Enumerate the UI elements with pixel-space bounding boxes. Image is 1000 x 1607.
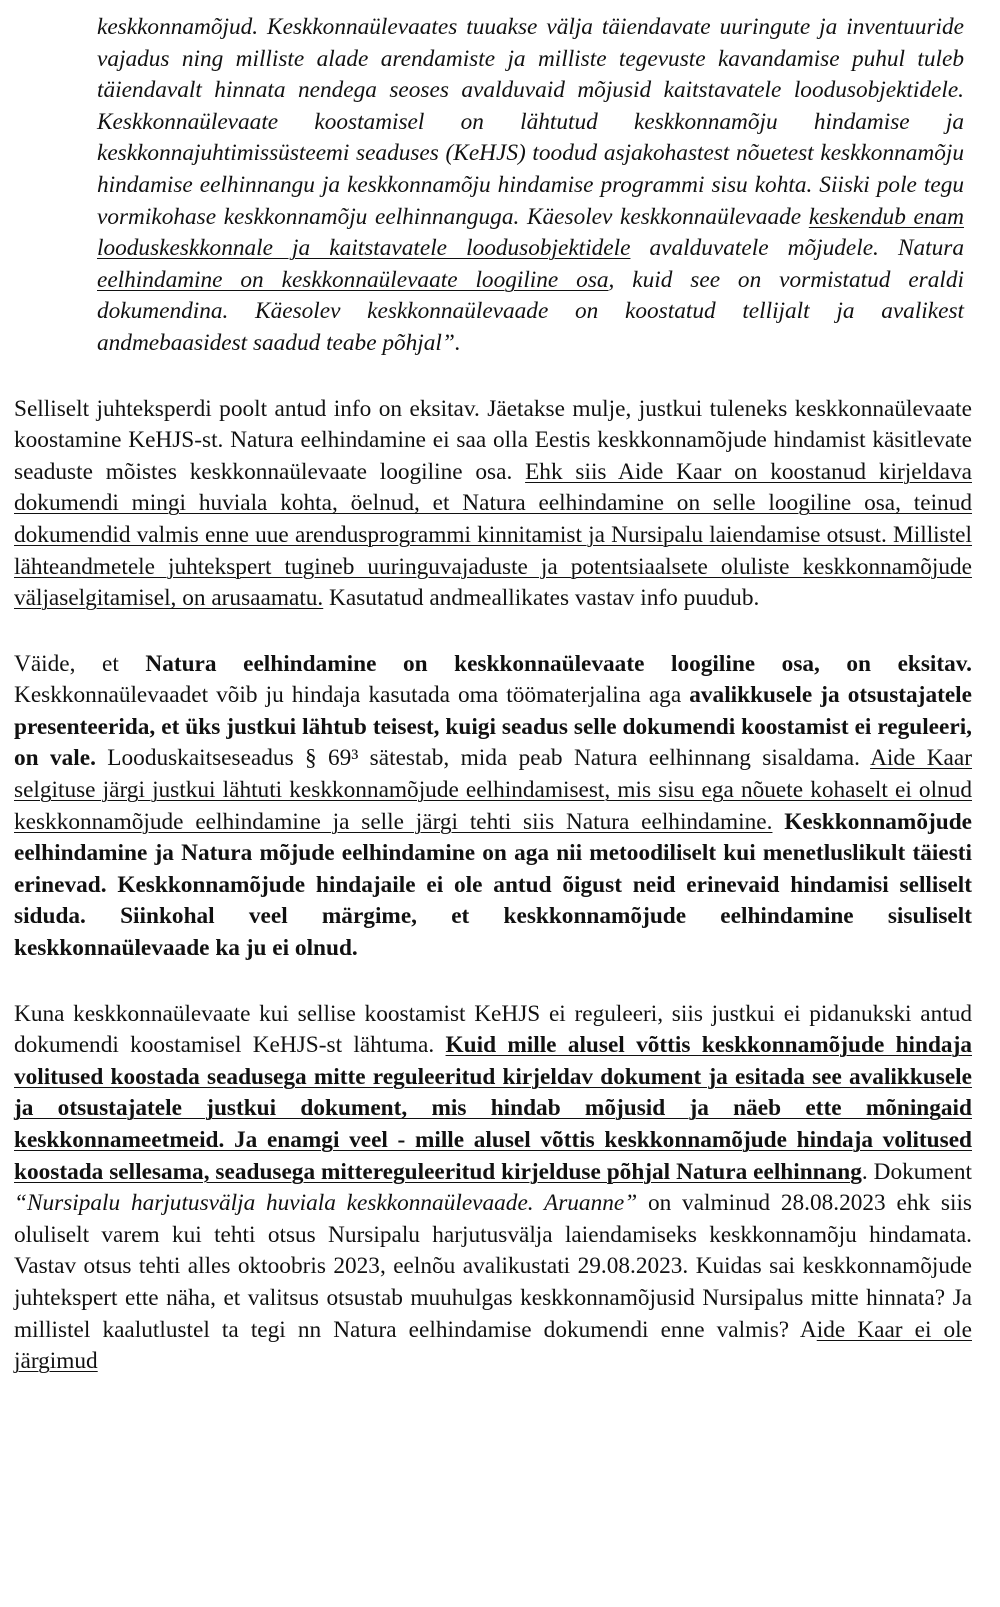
text-run: keskendub enam looduskeskkonnale ja kaitstavatele loodusobjektidele xyxy=(97,203,964,262)
text-run: “Nursipalu harjutusvälja huviala keskkonnaülevaade. Aruanne” xyxy=(14,1190,638,1217)
paragraph-1 xyxy=(14,394,972,615)
text-run: Kuid mille alusel võttis keskkonnamõjude hindaja volitused koostada seadusega mitte reguleeritud kirjeldav dokument ja esitada see avalikkusele ja otsustajatele justkui dokument, mis hindab mõjusid ja näeb ette mõningaid keskkonnameetmeid. Ja enamgi veel - mille alusel võttis keskkonnamõjude hindaja volitused koostada sellesama, seadusega mittereguleeritud kirjelduse põhjal Natura eelhinnang xyxy=(14,1032,972,1185)
text-run: on valminud 28.08.2023 ehk siis oluliselt varem kui tehti otsus Nursipalu harjutusvälja laiendamiseks keskkonnamõju hindamata. Vastav otsus tehti alles oktoobris 2023, eelnõu avalikustati 29.08.2023. Kuidas sai keskkonnamõjude juhtekspert ette näha, et valitsus otsustab muuhulgas keskkonnamõjusid Nursipalus mitte hinnata? Ja millistel kaalutlustel ta tegi nn Natura eelhindamise dokumendi enne valmis? A xyxy=(14,1190,972,1343)
text-run: avalduvatele mõjudele. Natura xyxy=(630,235,964,262)
paragraph-3 xyxy=(14,999,972,1378)
text-run: Selliselt juhteksperdi poolt antud info on eksitav. Jäetakse mulje, justkui tuleneks keskkonnaülevaate koostamine KeHJS-st. Natura eelhindamine ei saa olla Eestis keskkonnamõjude hindamist käsitlevate seaduste mõistes keskkonnaülevaate loogiline osa. xyxy=(14,395,972,485)
text-run: avalikkusele ja otsustajatele presenteerida, et üks justkui lähtub teisest, kuigi seadus selle dokumendi koostamist ei reguleeri, on vale. xyxy=(14,682,972,772)
text-run: Keskkonnamõjude eelhindamine ja Natura mõjude eelhindamine on aga nii metoodiliselt kui menetluslikult täiesti erinevad. Keskkonnamõjude hindajaile ei ole antud õigust neid erinevaid hindamisi selliselt siduda. Siinkohal veel märgime, et keskkonnamõjude eelhindamine sisuliselt keskkonnaülevaade ka ju ei olnud. xyxy=(14,808,972,962)
text-run: eelhindamine on keskkonnaülevaate loogiline osa xyxy=(97,266,609,293)
text-run: Väide, et xyxy=(14,650,146,677)
text-run: Keskkonnaülevaadet võib ju hindaja kasutada oma töömaterjalina aga xyxy=(14,682,690,709)
text-run: Kuna keskkonnaülevaate kui sellise koostamist KeHJS ei reguleeri, siis justkui ei pidanukski antud dokumendi koostamisel KeHJS-st lähtuma. xyxy=(14,1000,972,1059)
text-run: Ehk siis Aide Kaar on koostanud kirjeldava dokumendi mingi huviala kohta, öelnud, et Natura eelhindamine on selle loogiline osa, teinud dokumendid valmis enne uue arendusprogrammi kinnitamist ja Nursipalu laiendamise otsust. Millistel lähteandmetele juhtekspert tugineb uuringuvajaduste ja potentsiaalsete oluliste keskkonnamõjude väljaselgitamisel, on arusaamatu. xyxy=(14,458,972,612)
quoted-excerpt xyxy=(97,12,964,360)
text-run: Looduskaitseseadus § 69³ sätestab, mida peab Natura eelhinnang sisaldama. xyxy=(95,745,871,772)
text-run: Kasutatud andmeallikates vastav info puudub. xyxy=(323,585,760,612)
text-run: Aide Kaar selgituse järgi justkui lähtuti keskkonnamõjude eelhindamisest, mis sisu ega nõuete kohaselt ei olnud keskkonnamõjude eelhindamine ja selle järgi tehti siis Natura eelhindamine. xyxy=(14,745,972,835)
text-run: , kuid see on vormistatud eraldi dokumendina. Käesolev keskkonnaülevaade on koostatud tellijalt ja avalikest andmebaasidest saadud teabe põhjal”. xyxy=(97,266,964,356)
text-run: keskkonnamõjud. Keskkonnaülevaates tuuakse välja täiendavate uuringute ja inventuuride vajadus ning milliste alade arendamiste ja milliste tegevuste kavandamise puhul tuleb täiendavalt hinnata nendega seoses avalduvaid mõjusid kaitstavatele loodusobjektidele. Keskkonnaülevaate koostamisel on lähtutud keskkonnamõju hindamise ja keskkonnajuhtimissüsteemi seaduses (KeHJS) toodud asjakohastest nõuetest keskkonnamõju hindamise eelhinnangu ja keskkonnamõju hindamise programmi sisu kohta. Siiski pole tegu vormikohase keskkonnamõju eelhinnanguga. Käesolev keskkonnaülevaade xyxy=(97,14,964,230)
text-run: Natura eelhindamine on keskkonnaülevaate loogiline osa, on eksitav. xyxy=(145,650,972,677)
text-run: ide Kaar ei ole järgimud xyxy=(14,1316,972,1375)
paragraph-2 xyxy=(14,649,972,965)
text-run: . Dokument xyxy=(861,1158,972,1185)
